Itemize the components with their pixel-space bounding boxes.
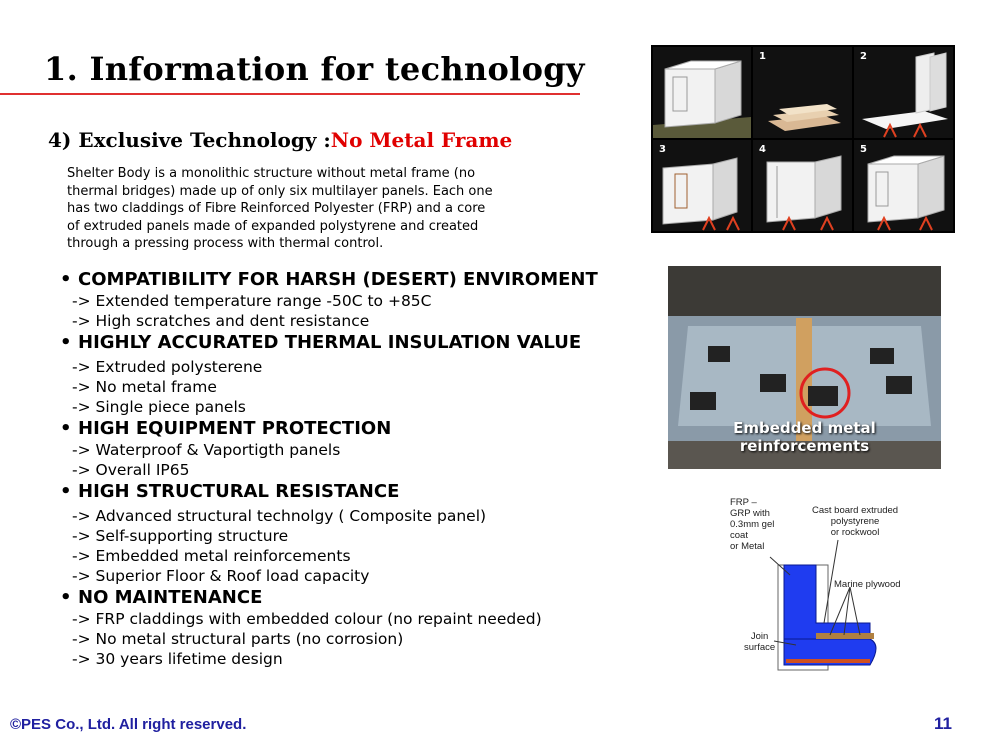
step-number: 5: [860, 144, 867, 155]
feature-item: [60, 586, 620, 669]
subtitle-highlight: No Metal Frame: [330, 128, 513, 152]
step-number: 4: [759, 144, 766, 155]
roof-placement-illustration: [753, 140, 852, 231]
assembly-cell: [854, 140, 953, 231]
feature-item: [60, 417, 620, 480]
feature-detail: -> Single piece panels: [72, 398, 246, 416]
core-label: Cast board extruded polystyrene or rockwool: [812, 505, 899, 538]
reinforcement-photo: [668, 266, 941, 469]
frp-label: FRP – GRP with 0.3mm gel coat or Metal: [730, 497, 775, 552]
feature-heading: HIGHLY ACCURATED THERMAL INSULATION VALUE: [78, 332, 582, 353]
feature-item: [60, 480, 620, 586]
feature-detail: -> Extended temperature range -50C to +85C: [72, 292, 432, 310]
join-label: Join surface: [744, 631, 776, 653]
step-number: 3: [659, 144, 666, 155]
step-number: 2: [860, 51, 867, 62]
feature-heading: NO MAINTENANCE: [78, 587, 263, 608]
panel-stack-illustration: [753, 47, 852, 138]
floor-walls-illustration: [854, 47, 953, 138]
feature-detail: -> Self-supporting structure: [72, 527, 289, 545]
feature-detail: -> Extruded polysterene: [72, 358, 263, 376]
feature-detail: -> Waterproof & Vaportigth panels: [72, 441, 341, 459]
assembly-cell: [753, 140, 852, 231]
walls-assembly-illustration: [653, 140, 751, 231]
section-subtitle: [48, 128, 512, 152]
copyright-notice: ©PES Co., Ltd. All right reserved.: [10, 716, 247, 733]
feature-item: [60, 268, 620, 331]
title-underline: [0, 93, 580, 95]
page-number: 11: [934, 714, 952, 733]
assembly-cell: [854, 47, 953, 138]
feature-heading: HIGH STRUCTURAL RESISTANCE: [78, 481, 400, 502]
assembly-cell: [653, 140, 751, 231]
feature-item: [60, 331, 620, 417]
photo-caption: Embedded metal reinforcements: [733, 419, 876, 455]
feature-detail: -> 30 years lifetime design: [72, 650, 283, 668]
intro-paragraph: Shelter Body is a monolithic structure without metal frame (no thermal bridges) made up of only six multilayer panels. Each one has two claddings of Fibre Reinforced Polyester (FRP) and a core of extruded panels made of expanded polystyrene and created through a pressing process with thermal control.: [67, 166, 493, 251]
bullet-dot: •: [60, 418, 72, 439]
feature-list: [60, 268, 620, 669]
feature-detail: -> Overall IP65: [72, 461, 190, 479]
step-number: 1: [759, 51, 766, 62]
assembly-cell: [653, 47, 751, 138]
feature-detail: -> No metal structural parts (no corrosion): [72, 630, 404, 648]
feature-detail: -> High scratches and dent resistance: [72, 312, 370, 330]
feature-detail: -> FRP claddings with embedded colour (no repaint needed): [72, 610, 542, 628]
shelter-final-illustration: [854, 140, 953, 231]
subtitle-prefix: 4) Exclusive Technology :: [48, 128, 331, 152]
bullet-dot: •: [60, 269, 72, 290]
bullet-dot: •: [60, 332, 72, 353]
assembly-cell: [753, 47, 852, 138]
feature-heading: HIGH EQUIPMENT PROTECTION: [78, 418, 392, 439]
feature-detail: -> Advanced structural technolgy ( Composite panel): [72, 507, 487, 525]
plywood-label: Marine plywood: [834, 579, 901, 590]
panel-cross-section-diagram: [720, 495, 920, 675]
feature-detail: -> Superior Floor & Roof load capacity: [72, 567, 370, 585]
feature-heading: COMPATIBILITY FOR HARSH (DESERT) ENVIROMENT: [78, 269, 598, 290]
bullet-dot: •: [60, 481, 72, 502]
bullet-dot: •: [60, 587, 72, 608]
feature-detail: -> Embedded metal reinforcements: [72, 547, 351, 565]
shelter-complete-illustration: [653, 47, 751, 138]
slide-title: 1. Information for technology: [44, 50, 585, 88]
feature-detail: -> No metal frame: [72, 378, 217, 396]
assembly-sequence-figure: [651, 45, 955, 233]
